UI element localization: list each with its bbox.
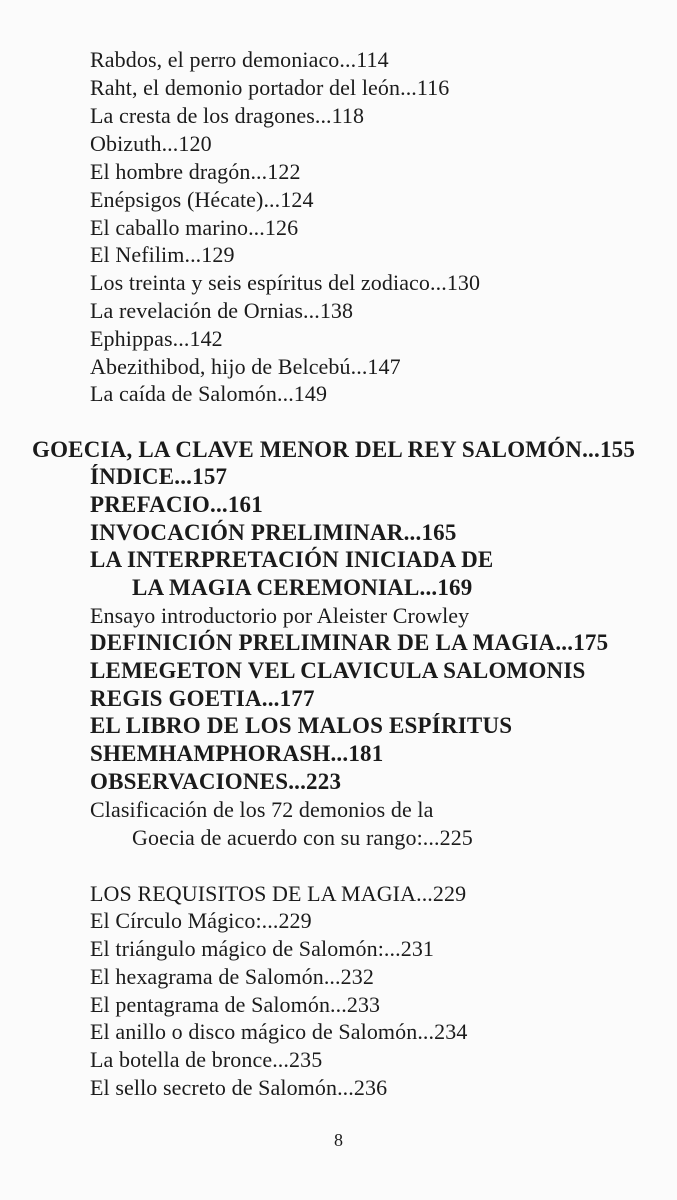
- toc-heading: LEMEGETON VEL CLAVICULA SALOMONIS: [90, 658, 586, 683]
- toc-entry: El sello secreto de Salomón...236: [90, 1075, 388, 1100]
- toc-entry: Obizuth...120: [90, 131, 212, 156]
- toc-entry: Abezithibod, hijo de Belcebú...147: [90, 354, 401, 379]
- toc-entry: Los treinta y seis espíritus del zodiaco...130: [90, 270, 481, 295]
- toc-entry: El pentagrama de Salomón...233: [90, 992, 381, 1017]
- toc-entry: El triángulo mágico de Salomón:...231: [90, 936, 435, 961]
- toc-heading: ÍNDICE...157: [90, 464, 228, 489]
- toc-entry: La cresta de los dragones...118: [90, 103, 365, 128]
- toc-entry: Ephippas...142: [90, 326, 223, 351]
- toc-heading: SHEMHAMPHORASH...181: [90, 741, 384, 766]
- toc-entry: Rabdos, el perro demoniaco...114: [90, 47, 389, 72]
- toc-entry: La botella de bronce...235: [90, 1047, 323, 1072]
- toc-entry: La caída de Salomón...149: [90, 381, 328, 406]
- toc-heading: DEFINICIÓN PRELIMINAR DE LA MAGIA...175: [90, 630, 609, 655]
- toc-entry: Enépsigos (Hécate)...124: [90, 187, 314, 212]
- toc-entry: La revelación de Ornias...138: [90, 298, 354, 323]
- toc-heading: LA MAGIA CEREMONIAL...169: [132, 575, 473, 600]
- toc-entry: El hexagrama de Salomón...232: [90, 964, 374, 989]
- toc-heading: LA INTERPRETACIÓN INICIADA DE: [90, 547, 494, 572]
- toc-entry: El caballo marino...126: [90, 215, 299, 240]
- toc-entry: El anillo o disco mágico de Salomón...234: [90, 1019, 468, 1044]
- toc-entry: El Círculo Mágico:...229: [90, 908, 312, 933]
- toc-entry: LOS REQUISITOS DE LA MAGIA...229: [90, 881, 467, 906]
- toc-entry: Raht, el demonio portador del león...116: [90, 75, 450, 100]
- toc-entry: Ensayo introductorio por Aleister Crowley: [90, 603, 470, 628]
- toc-entry: El Nefilim...129: [90, 242, 235, 267]
- toc-heading: EL LIBRO DE LOS MALOS ESPÍRITUS: [90, 713, 513, 738]
- toc-entry: Goecia de acuerdo con su rango:...225: [132, 825, 473, 850]
- page-number: 8: [334, 1130, 343, 1150]
- toc-heading: REGIS GOETIA...177: [90, 686, 315, 711]
- toc-entry: El hombre dragón...122: [90, 159, 301, 184]
- toc-heading: INVOCACIÓN PRELIMINAR...165: [90, 520, 457, 545]
- section-heading: GOECIA, LA CLAVE MENOR DEL REY SALOMÓN...155: [32, 437, 636, 462]
- toc-heading: OBSERVACIONES...223: [90, 769, 342, 794]
- toc-entry: Clasificación de los 72 demonios de la: [90, 797, 434, 822]
- toc-heading: PREFACIO...161: [90, 492, 263, 517]
